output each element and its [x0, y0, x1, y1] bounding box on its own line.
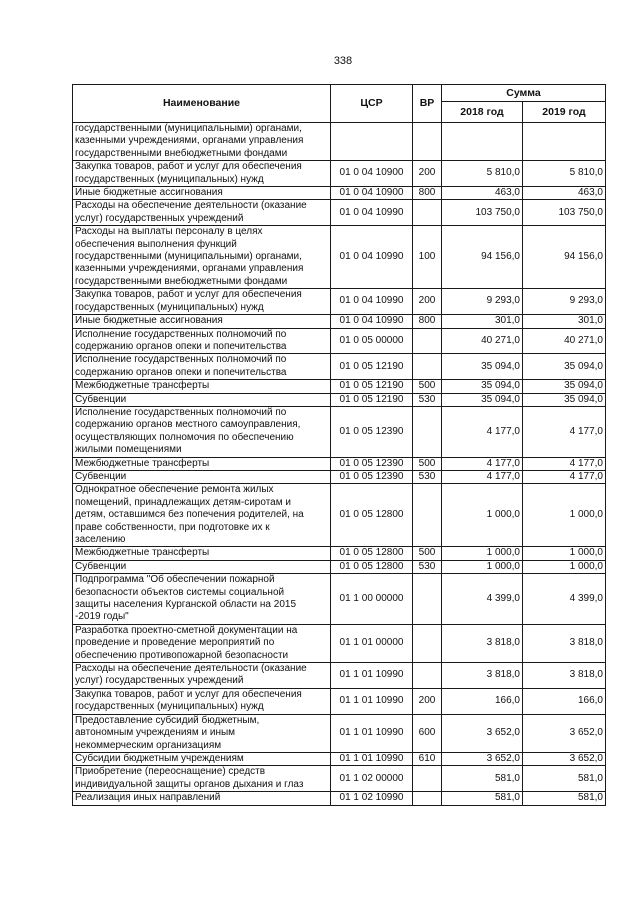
table-row: [73, 470, 606, 483]
table-row: [73, 547, 606, 560]
row-sum-2019: 35 094,0: [523, 393, 606, 406]
table-row: [73, 380, 606, 393]
table-row: [73, 315, 606, 328]
row-csr: 01 0 05 12800: [331, 560, 413, 573]
row-sum-2018: 581,0: [442, 792, 523, 805]
row-sum-2018: 3 652,0: [442, 752, 523, 765]
row-sum-2019: 40 271,0: [523, 328, 606, 354]
row-csr: 01 1 01 10990: [331, 752, 413, 765]
row-name: Предоставление субсидий бюджетным, автономным учреждениям и иным некоммерческим организациям: [73, 714, 331, 752]
row-sum-2018: 3 818,0: [442, 624, 523, 662]
row-vr: 600: [413, 714, 442, 752]
row-sum-2019: 3 818,0: [523, 624, 606, 662]
row-sum-2018: [442, 123, 523, 161]
row-csr: 01 1 01 10990: [331, 663, 413, 689]
row-vr: 530: [413, 393, 442, 406]
table-body: [73, 123, 606, 806]
row-sum-2019: 581,0: [523, 766, 606, 792]
table-row: [73, 574, 606, 625]
row-name: государственными (муниципальными) органами, казенными учреждениями, органами управления государственными внебюджетными фондами: [73, 123, 331, 161]
row-name: Субвенции: [73, 560, 331, 573]
table-row: [73, 161, 606, 187]
row-sum-2019: 94 156,0: [523, 226, 606, 289]
row-vr: [413, 792, 442, 805]
row-csr: [331, 123, 413, 161]
row-vr: [413, 354, 442, 380]
table-header: [73, 85, 606, 123]
table-row: [73, 354, 606, 380]
row-sum-2018: 103 750,0: [442, 200, 523, 226]
table-row: [73, 766, 606, 792]
row-sum-2018: 1 000,0: [442, 547, 523, 560]
page-number: 338: [333, 55, 353, 67]
row-vr: 200: [413, 688, 442, 714]
row-csr: 01 0 05 12800: [331, 547, 413, 560]
row-name: Закупка товаров, работ и услуг для обеспечения государственных (муниципальных) нужд: [73, 688, 331, 714]
row-vr: 500: [413, 547, 442, 560]
row-csr: 01 0 05 12390: [331, 406, 413, 457]
row-vr: 500: [413, 380, 442, 393]
row-vr: 530: [413, 560, 442, 573]
table-row: [73, 714, 606, 752]
budget-table: [72, 84, 606, 806]
row-sum-2019: 166,0: [523, 688, 606, 714]
row-sum-2018: 301,0: [442, 315, 523, 328]
table-row: [73, 663, 606, 689]
row-sum-2019: 301,0: [523, 315, 606, 328]
row-csr: 01 0 04 10990: [331, 289, 413, 315]
row-name: Субвенции: [73, 393, 331, 406]
row-csr: 01 0 05 12190: [331, 393, 413, 406]
row-csr: 01 0 04 10990: [331, 226, 413, 289]
row-sum-2018: 4 177,0: [442, 457, 523, 470]
row-csr: 01 1 02 00000: [331, 766, 413, 792]
table-row: [73, 560, 606, 573]
table-row: [73, 792, 606, 805]
row-name: Расходы на обеспечение деятельности (оказание услуг) государственных учреждений: [73, 200, 331, 226]
row-name: Межбюджетные трансферты: [73, 457, 331, 470]
table-row: [73, 187, 606, 200]
row-vr: [413, 406, 442, 457]
table-row: [73, 289, 606, 315]
row-sum-2018: 3 818,0: [442, 663, 523, 689]
row-vr: [413, 624, 442, 662]
row-csr: 01 0 04 10900: [331, 161, 413, 187]
row-sum-2019: [523, 123, 606, 161]
row-vr: 100: [413, 226, 442, 289]
row-sum-2019: 4 399,0: [523, 574, 606, 625]
row-sum-2018: 166,0: [442, 688, 523, 714]
row-vr: 200: [413, 289, 442, 315]
row-csr: 01 1 02 10990: [331, 792, 413, 805]
table-row: [73, 123, 606, 161]
row-csr: 01 0 05 12190: [331, 380, 413, 393]
row-sum-2018: 581,0: [442, 766, 523, 792]
row-sum-2018: 1 000,0: [442, 484, 523, 547]
row-vr: 800: [413, 315, 442, 328]
header-year-2018: 2018 год: [442, 102, 523, 123]
header-name: Наименование: [73, 85, 331, 123]
row-sum-2019: 3 818,0: [523, 663, 606, 689]
row-name: Приобретение (переоснащение) средств индивидуальной защиты органов дыхания и глаз: [73, 766, 331, 792]
row-csr: 01 0 04 10900: [331, 187, 413, 200]
table-row: [73, 688, 606, 714]
row-csr: 01 0 05 00000: [331, 328, 413, 354]
row-name: Иные бюджетные ассигнования: [73, 315, 331, 328]
row-sum-2018: 4 399,0: [442, 574, 523, 625]
table-row: [73, 457, 606, 470]
row-sum-2019: 35 094,0: [523, 354, 606, 380]
row-name: Исполнение государственных полномочий по содержанию органов местного самоуправления, осуществляющих полномочия по обеспечению жилыми помещениями: [73, 406, 331, 457]
table-row: [73, 406, 606, 457]
table-row: [73, 200, 606, 226]
row-sum-2019: 1 000,0: [523, 547, 606, 560]
row-sum-2019: 3 652,0: [523, 752, 606, 765]
row-sum-2018: 4 177,0: [442, 406, 523, 457]
row-sum-2019: 1 000,0: [523, 560, 606, 573]
header-year-2019: 2019 год: [523, 102, 606, 123]
row-vr: 530: [413, 470, 442, 483]
row-name: Исполнение государственных полномочий по содержанию органов опеки и попечительства: [73, 354, 331, 380]
row-csr: 01 1 00 00000: [331, 574, 413, 625]
row-vr: [413, 663, 442, 689]
row-sum-2018: 35 094,0: [442, 354, 523, 380]
row-vr: 610: [413, 752, 442, 765]
row-vr: 200: [413, 161, 442, 187]
row-name: Субсидии бюджетным учреждениям: [73, 752, 331, 765]
row-csr: 01 0 05 12390: [331, 457, 413, 470]
row-name: Подпрограмма "Об обеспечении пожарной безопасности объектов системы социальной защиты населения Курганской области на 2015 -2019 годы": [73, 574, 331, 625]
row-sum-2018: 5 810,0: [442, 161, 523, 187]
row-sum-2019: 4 177,0: [523, 406, 606, 457]
row-csr: 01 0 05 12390: [331, 470, 413, 483]
header-vr: ВР: [413, 85, 442, 123]
row-sum-2019: 9 293,0: [523, 289, 606, 315]
row-name: Исполнение государственных полномочий по содержанию органов опеки и попечительства: [73, 328, 331, 354]
table-row: [73, 328, 606, 354]
header-csr: ЦСР: [331, 85, 413, 123]
row-csr: 01 0 04 10990: [331, 200, 413, 226]
row-sum-2019: 103 750,0: [523, 200, 606, 226]
row-vr: 800: [413, 187, 442, 200]
row-vr: [413, 123, 442, 161]
row-vr: [413, 328, 442, 354]
row-vr: [413, 574, 442, 625]
row-sum-2019: 3 652,0: [523, 714, 606, 752]
row-name: Расходы на выплаты персоналу в целях обеспечения выполнения функций государственными (муниципальными) органами, казенными учреждениями, органами управления государственными внебюджетными фондами: [73, 226, 331, 289]
table-row: [73, 624, 606, 662]
row-name: Однократное обеспечение ремонта жилых помещений, принадлежащих детям-сиротам и детям, оставшимся без попечения родителей, на праве собственности, при подготовке их к заселению: [73, 484, 331, 547]
row-csr: 01 0 04 10990: [331, 315, 413, 328]
header-sum: Сумма: [442, 85, 606, 102]
row-csr: 01 0 05 12800: [331, 484, 413, 547]
row-sum-2019: 35 094,0: [523, 380, 606, 393]
row-name: Расходы на обеспечение деятельности (оказание услуг) государственных учреждений: [73, 663, 331, 689]
row-csr: 01 0 05 12190: [331, 354, 413, 380]
row-vr: [413, 766, 442, 792]
row-name: Разработка проектно-сметной документации на проведение и проведение мероприятий по обеспечению противопожарной безопасности: [73, 624, 331, 662]
row-sum-2019: 581,0: [523, 792, 606, 805]
row-sum-2019: 5 810,0: [523, 161, 606, 187]
row-sum-2019: 4 177,0: [523, 457, 606, 470]
row-sum-2018: 4 177,0: [442, 470, 523, 483]
row-name: Иные бюджетные ассигнования: [73, 187, 331, 200]
table-row: [73, 752, 606, 765]
row-vr: [413, 484, 442, 547]
row-sum-2018: 463,0: [442, 187, 523, 200]
row-name: Закупка товаров, работ и услуг для обеспечения государственных (муниципальных) нужд: [73, 161, 331, 187]
row-sum-2018: 1 000,0: [442, 560, 523, 573]
row-csr: 01 1 01 00000: [331, 624, 413, 662]
row-name: Межбюджетные трансферты: [73, 547, 331, 560]
row-sum-2018: 40 271,0: [442, 328, 523, 354]
row-sum-2018: 9 293,0: [442, 289, 523, 315]
row-sum-2018: 35 094,0: [442, 393, 523, 406]
row-sum-2018: 35 094,0: [442, 380, 523, 393]
row-sum-2018: 94 156,0: [442, 226, 523, 289]
row-sum-2019: 463,0: [523, 187, 606, 200]
row-sum-2018: 3 652,0: [442, 714, 523, 752]
row-name: Субвенции: [73, 470, 331, 483]
row-name: Межбюджетные трансферты: [73, 380, 331, 393]
table-row: [73, 226, 606, 289]
row-name: Закупка товаров, работ и услуг для обеспечения государственных (муниципальных) нужд: [73, 289, 331, 315]
row-name: Реализация иных направлений: [73, 792, 331, 805]
row-csr: 01 1 01 10990: [331, 714, 413, 752]
row-vr: 500: [413, 457, 442, 470]
row-sum-2019: 1 000,0: [523, 484, 606, 547]
row-vr: [413, 200, 442, 226]
table-row: [73, 484, 606, 547]
row-sum-2019: 4 177,0: [523, 470, 606, 483]
table-row: [73, 393, 606, 406]
row-csr: 01 1 01 10990: [331, 688, 413, 714]
